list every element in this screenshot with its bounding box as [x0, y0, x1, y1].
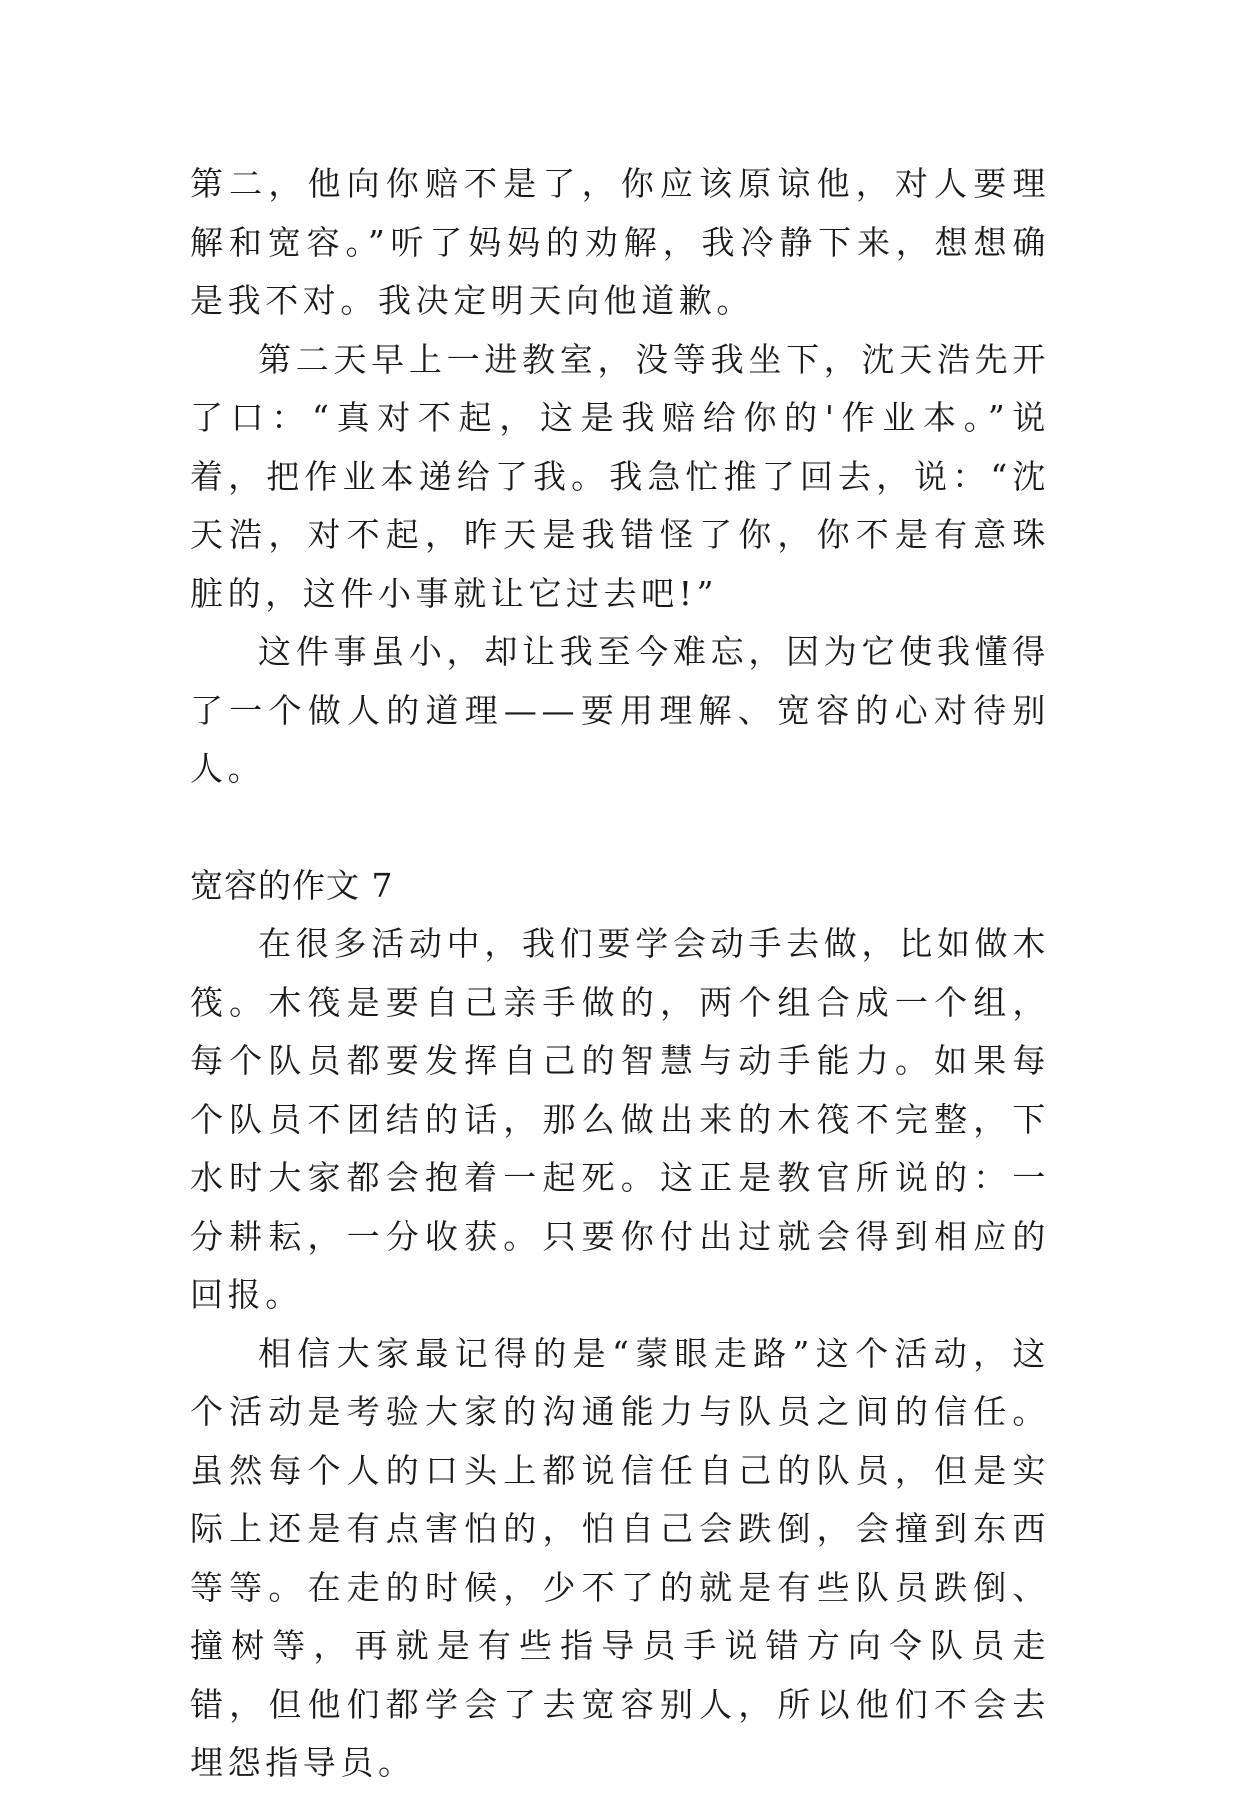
paragraph-raft-activity: 在很多活动中，我们要学会动手去做，比如做木筏。木筏是要自己亲手做的，两个组合成一个组，每个队员都要发挥自己的智慧与动手能力。如果每个队员不团结的话，那么做出来的木筏不完整，下水时大家都会抱着一起死。这正是教官所说的：一分耕耘，一分收获。只要你付出过就会得到相应的回报。 — [190, 924, 1050, 1314]
section-title: 宽容的作文 7 — [190, 865, 394, 905]
paragraph-blindfold-walk: 相信大家最记得的是“蒙眼走路”这个活动，这个活动是考验大家的沟通能力与队员之间的信任。虽然每个人的口头上都说信任自己的队员，但是实际上还是有点害怕的，怕自己会跌倒，会撞到东西等等。在走的时候，少不了的就是有些队员跌倒、撞树等，再就是有些指导员手说错方向令队员走错，但他们都学会了去宽容别人，所以他们不会去埋怨指导员。 — [190, 1333, 1050, 1782]
document-body — [190, 155, 1050, 1793]
paragraph-apology: 第二天早上一进教室，没等我坐下，沈天浩先开了口：“真对不起，这是我赔给你的'作业本。”说着，把作业本递给了我。我急忙推了回去，说：“沈天浩，对不起，昨天是我错怪了你，你不是有意珠脏的，这件小事就让它过去吧!” — [190, 339, 1050, 613]
paragraph-lesson: 这件事虽小，却让我至今难忘，因为它使我懂得了一个做人的道理——要用理解、宽容的心对待别人。 — [190, 632, 1050, 788]
paragraph-continuation: 第二，他向你赔不是了，你应该原谅他，对人要理解和宽容。”听了妈妈的劝解，我冷静下来，想想确是我不对。我决定明天向他道歉。 — [190, 164, 1050, 320]
